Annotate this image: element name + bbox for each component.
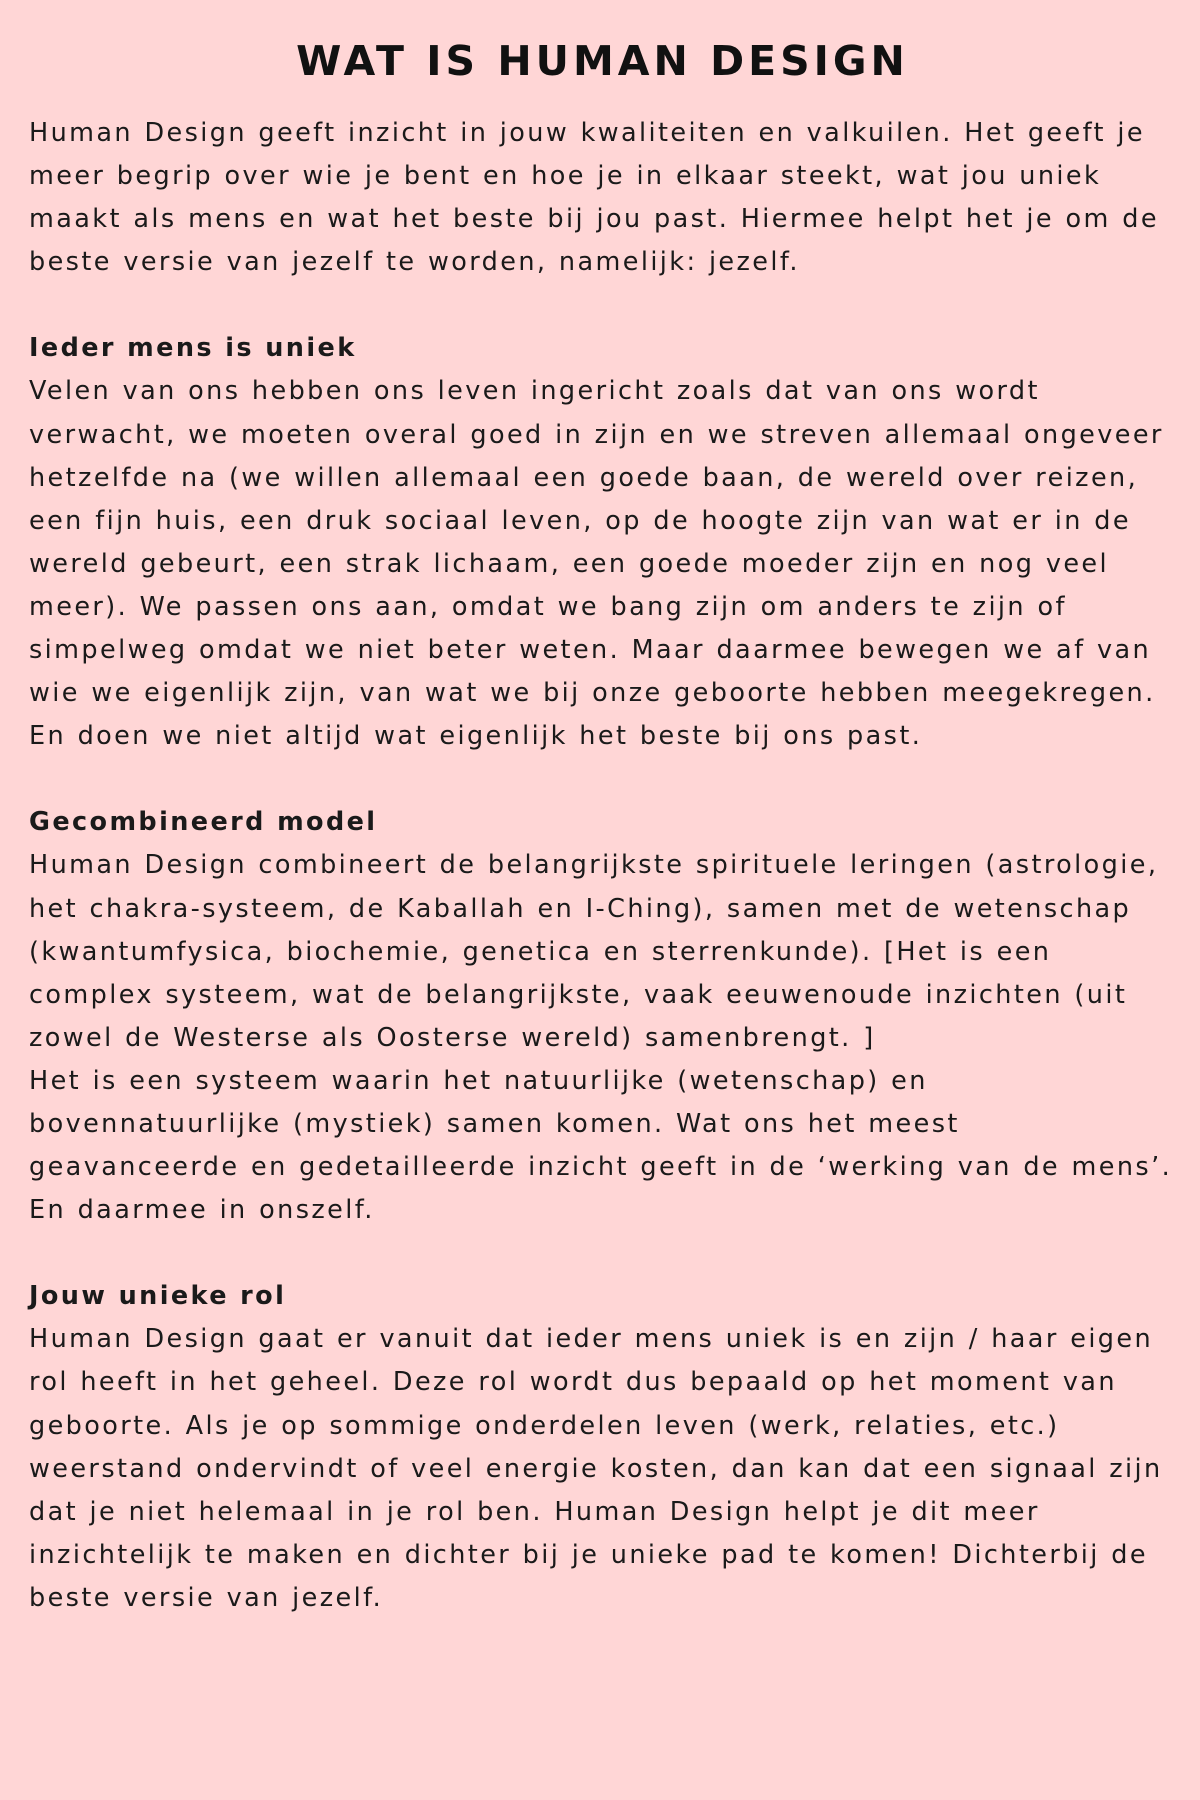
section-jouw-unieke-rol: [29, 1275, 1176, 1620]
section-heading: Jouw unieke rol: [29, 1281, 287, 1312]
section-heading: Ieder mens is uniek: [29, 333, 357, 364]
section-paragraph: Human Design gaat er vanuit dat ieder mens uniek is en zijn / haar eigen rol heeft in het geheel. Deze rol wordt dus bepaald op het moment van geboorte. Als je op sommige onderdelen leven (werk, relaties, etc.) weerstand ondervindt of veel energie kosten, dan kan dat een signaal zijn dat je niet helemaal in je rol ben. Human Design helpt je dit meer inzichtelijk te maken en dichter bij je unieke pad te komen! Dichterbij de beste versie van jezelf.: [29, 1324, 1163, 1613]
section-paragraph: Het is een systeem waarin het natuurlijke (wetenschap) en bovennatuurlijke (mystiek) samen komen. Wat ons het meest geavanceerde en gedetailleerde inzicht geeft in de ‘werking van de mens’. En daarmee in onszelf.: [29, 1065, 1173, 1226]
section-paragraph: Velen van ons hebben ons leven ingericht zoals dat van ons wordt verwacht, we moeten overal goed in zijn en we streven allemaal ongeveer hetzelfde na (we willen allemaal een goede baan, de wereld over reizen, een fijn huis, een druk sociaal leven, op de hoogte zijn van wat er in de wereld gebeurt, een strak lichaam, een goede moeder zijn en nog veel meer). We passen ons aan, omdat we bang zijn om anders te zijn of simpelweg omdat we niet beter weten. Maar daarmee bewegen we af van wie we eigenlijk zijn, van wat we bij onze geboorte hebben meegekregen. En doen we niet altijd wat eigenlijk het beste bij ons past.: [29, 376, 1164, 752]
section-gecombineerd-model: [29, 801, 1176, 1232]
section-paragraph: Human Design combineert de belangrijkste spirituele leringen (astrologie, het chakra-systeem, de Kaballah en I-Ching), samen met de wetenschap (kwantumfysica, biochemie, genetica en sterrenkunde). [Het is een complex systeem, wat de belangrijkste, vaak eeuwenoude inzichten (uit zowel de Westerse als Oosterse wereld) samenbrengt. ]: [29, 850, 1159, 1053]
section-ieder-mens-is-uniek: [29, 327, 1176, 758]
page-title: WAT IS HUMAN DESIGN: [296, 37, 909, 85]
section-heading: Gecombineerd model: [29, 807, 378, 838]
intro-paragraph: Human Design geeft inzicht in jouw kwaliteiten en valkuilen. Het geeft je meer begrip over wie je bent en hoe je in elkaar steekt, wat jou uniek maakt als mens en wat het beste bij jou past. Hiermee helpt het je om de beste versie van jezelf te worden, namelijk: jezelf.: [29, 118, 1159, 278]
